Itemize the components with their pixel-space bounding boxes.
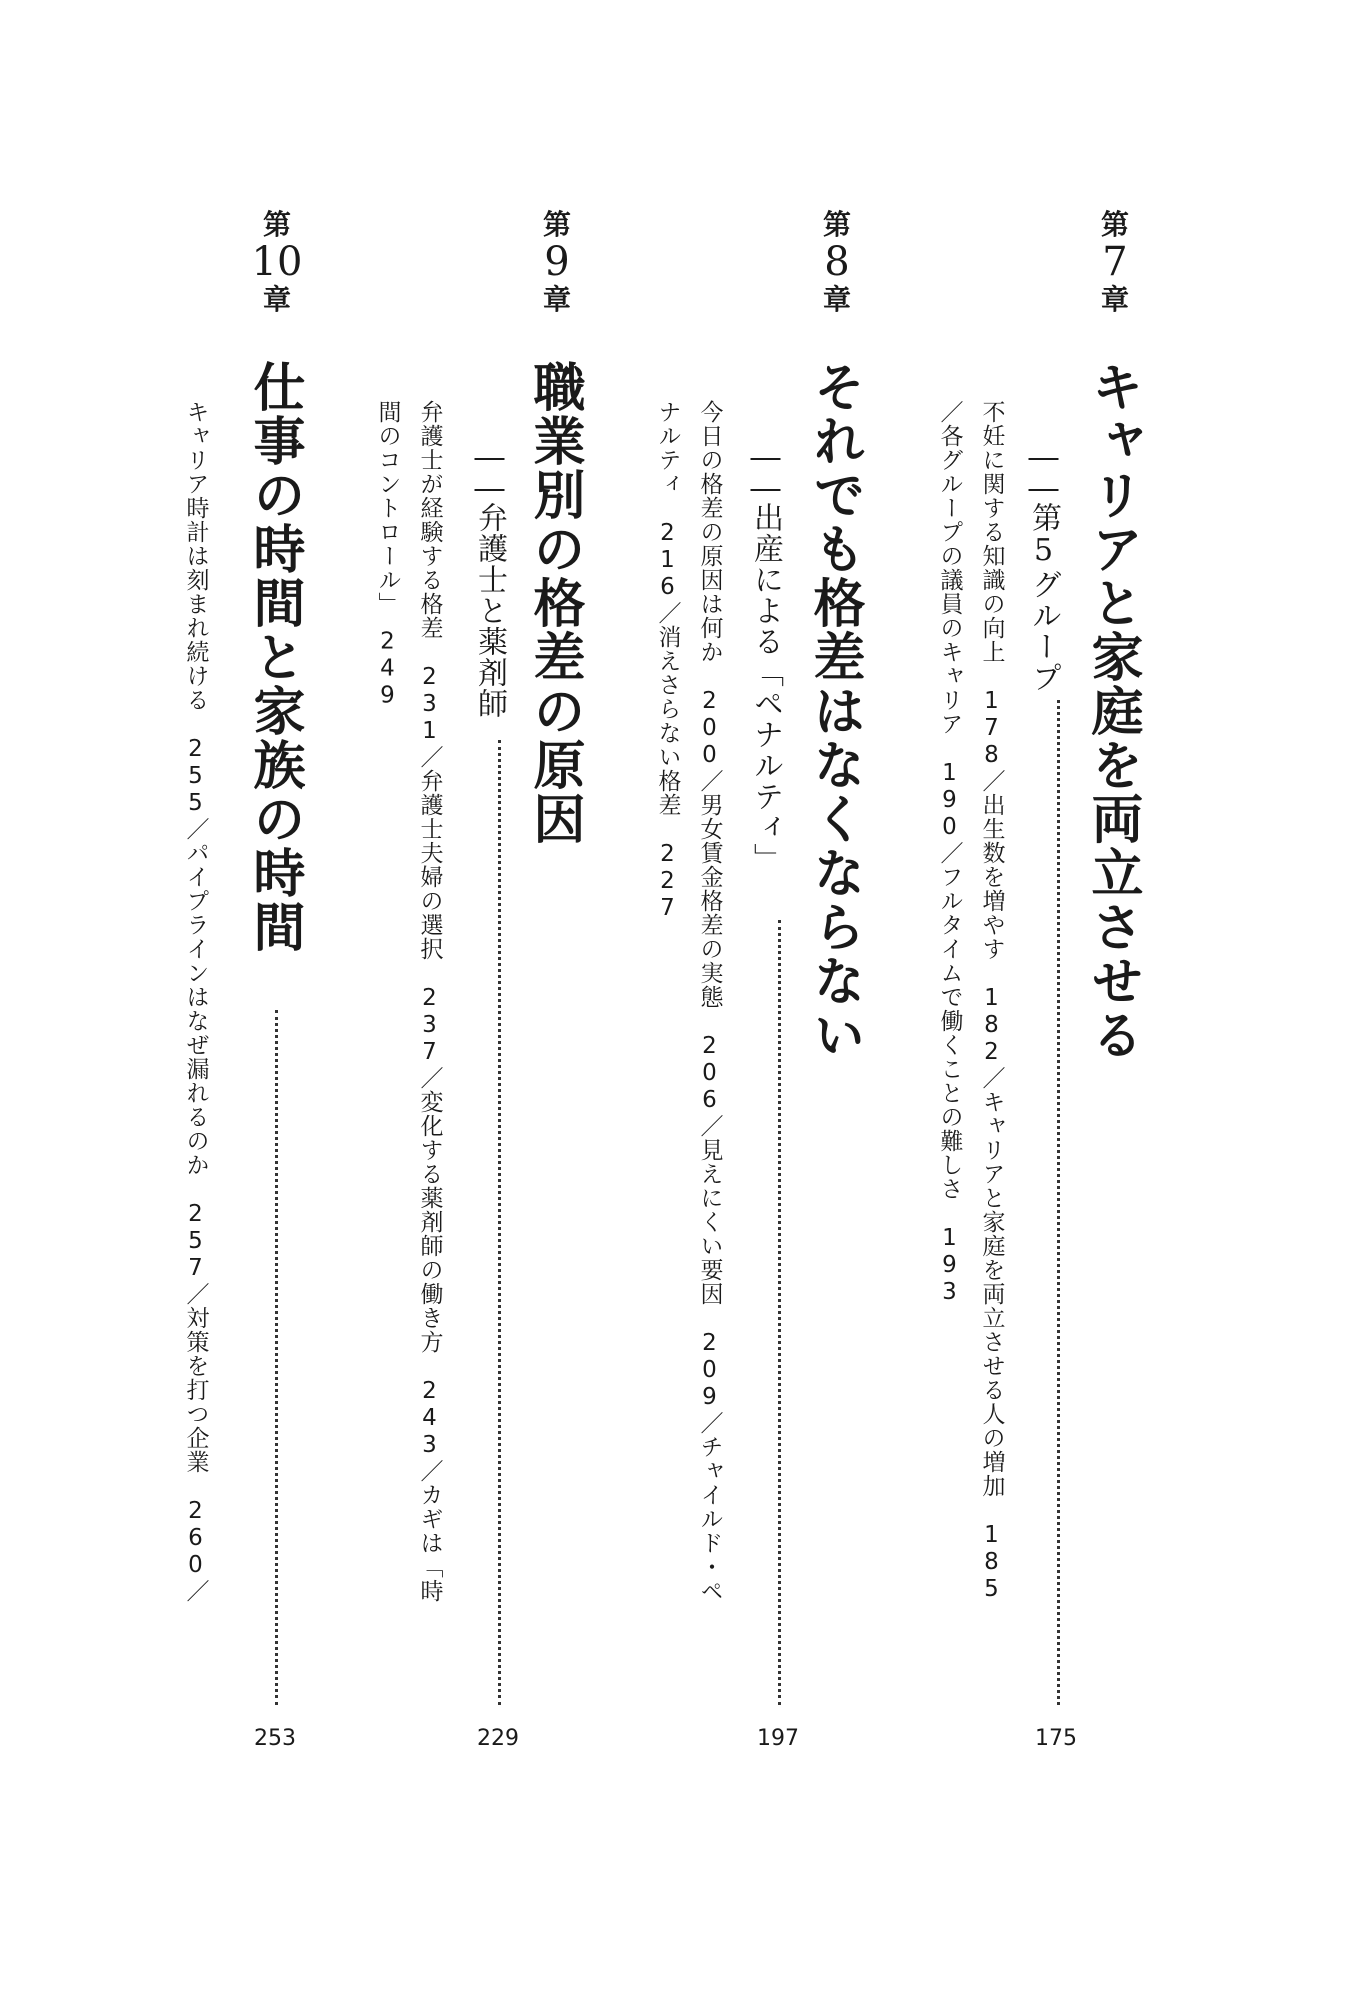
chapter-8-page: 197 bbox=[757, 1726, 799, 1751]
chapter-7-sections-line-1: 不妊に関する知識の向上 178／出生数を増やす 182／キャリアと家庭を両立させる人の増加 185 bbox=[978, 400, 1005, 1603]
chapter-number: 9 bbox=[544, 239, 570, 286]
subtitle-dash: ―― bbox=[1026, 440, 1061, 502]
chapter-9-sections-line-1: 弁護士が経験する格差 231／弁護士夫婦の選択 237／変化する薬剤師の働き方 243／カギは「時 bbox=[416, 400, 443, 1603]
chapter-10-sections-line-1: キャリア時計は刻まれ続ける 255／パイプラインはなぜ漏れるのか 257／対策を打つ企業 260／ bbox=[182, 400, 209, 1603]
chapter-9-number bbox=[527, 210, 587, 315]
chapter-8-number bbox=[807, 210, 867, 315]
chapter-prefix: 第 bbox=[542, 208, 571, 241]
dot-leader bbox=[778, 920, 781, 1705]
subtitle-text: 出産による「ペナルティ」 bbox=[748, 502, 783, 874]
chapter-10-number bbox=[247, 210, 307, 315]
chapter-10-title[interactable]: 仕事の時間と家族の時間 bbox=[244, 360, 305, 954]
chapter-number: 7 bbox=[1102, 239, 1128, 286]
chapter-prefix: 第 bbox=[822, 208, 851, 241]
subtitle-text: 第5グループ bbox=[1026, 502, 1061, 693]
chapter-suffix: 章 bbox=[262, 283, 291, 317]
dot-leader bbox=[1057, 700, 1060, 1705]
chapter-prefix: 第 bbox=[262, 208, 291, 241]
chapter-suffix: 章 bbox=[1100, 283, 1129, 317]
chapter-7-number bbox=[1085, 210, 1145, 315]
dot-leader bbox=[498, 740, 501, 1705]
chapter-number: 8 bbox=[824, 239, 850, 286]
chapter-prefix: 第 bbox=[1100, 208, 1129, 241]
chapter-7-page: 175 bbox=[1035, 1726, 1077, 1751]
chapter-suffix: 章 bbox=[542, 283, 571, 317]
chapter-9-title[interactable]: 職業別の格差の原因 bbox=[524, 360, 585, 846]
chapter-8-sections-line-2: ナルティ 216／消えさらない格差 227 bbox=[654, 400, 681, 922]
chapter-number: 10 bbox=[251, 239, 303, 286]
subtitle-dash: ―― bbox=[748, 440, 783, 502]
dot-leader bbox=[275, 1010, 278, 1705]
chapter-7-subtitle bbox=[1026, 440, 1061, 693]
chapter-7-title[interactable]: キャリアと家庭を両立させる bbox=[1082, 360, 1143, 1062]
chapter-8-title[interactable]: それでも格差はなくならない bbox=[804, 360, 865, 1062]
chapter-9-subtitle bbox=[472, 440, 507, 719]
chapter-9-page: 229 bbox=[477, 1726, 519, 1751]
chapter-8-subtitle bbox=[748, 440, 783, 874]
subtitle-dash: ―― bbox=[472, 440, 507, 502]
chapter-suffix: 章 bbox=[822, 283, 851, 317]
chapter-8-sections-line-1: 今日の格差の原因は何か 200／男女賃金格差の実態 206／見えにくい要因 209／チャイルド・ペ bbox=[696, 400, 723, 1603]
chapter-7-sections-line-2: ／各グループの議員のキャリア 190／フルタイムで働くことの難しさ 193 bbox=[936, 400, 963, 1306]
subtitle-text: 弁護士と薬剤師 bbox=[472, 502, 507, 719]
chapter-10-page: 253 bbox=[254, 1726, 296, 1751]
chapter-9-sections-line-2: 間のコントロール」 249 bbox=[374, 400, 401, 710]
